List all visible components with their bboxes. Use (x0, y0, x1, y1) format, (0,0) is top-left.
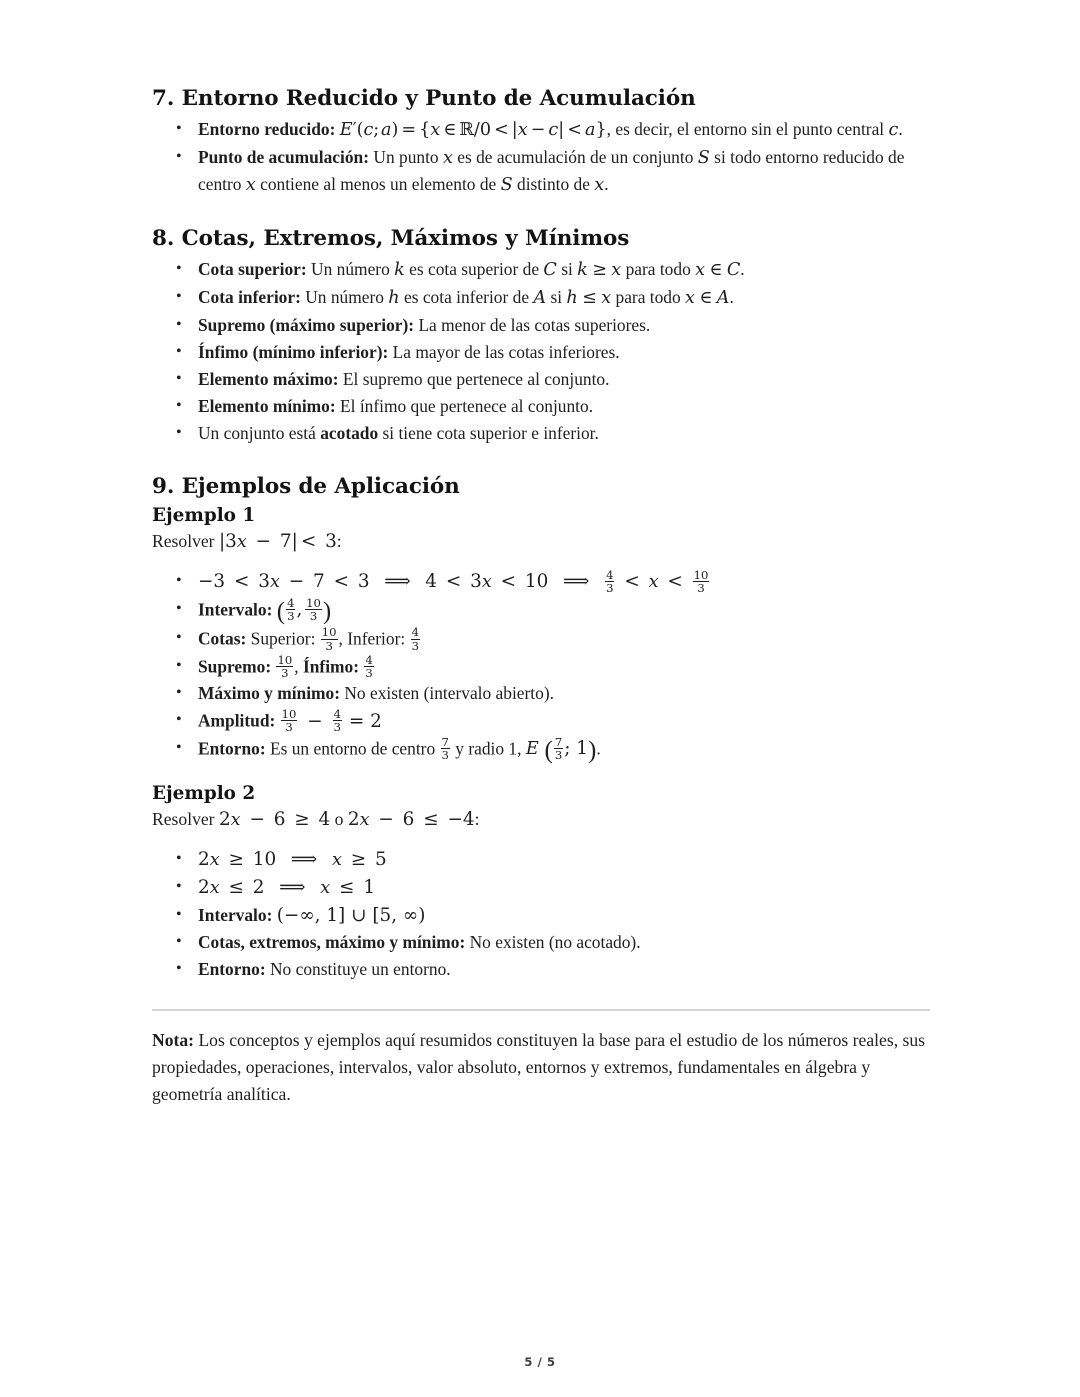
label-cotas: Cotas: (198, 628, 247, 649)
list-item-entorno-reducido (198, 117, 932, 144)
text-cota-inferior: Un número h es cota inferior de A si h ≤ x para todo x ∈ A. (305, 286, 734, 308)
term-cota-inferior: Cota inferior: (198, 286, 301, 307)
amplitud-result: = 2 (348, 710, 382, 732)
example-2-prompt-prefix: Resolver (152, 809, 219, 830)
list-item-elemento-minimo (198, 394, 932, 420)
label-superior: Superior: (250, 628, 316, 649)
horizontal-divider (152, 1009, 930, 1011)
text-acotado: Un conjunto está acotado si tiene cota superior e inferior. (198, 422, 599, 443)
list-item-supremo (198, 313, 932, 339)
math-ineq-2: 2x ≤ 2 ⟹ x ≤ 1 (198, 877, 376, 899)
example-2-list (152, 847, 932, 983)
nota-label: Nota: (152, 1029, 195, 1050)
fraction-10-3: $\frac{10}{3}$ (693, 567, 709, 595)
example-spacer (152, 765, 932, 783)
list-item-cota-inferior (198, 285, 932, 312)
fraction-10-3: $\frac{10}{3}$ (277, 652, 293, 681)
fraction-10-3: $\frac{10}{3}$ (321, 625, 337, 653)
term-elemento-minimo: Elemento mínimo: (198, 395, 336, 416)
list-item-chain (198, 569, 932, 596)
section-heading-7: 7. Entorno Reducido y Punto de Acumulación (152, 86, 696, 111)
term-elemento-maximo: Elemento máximo: (198, 368, 339, 389)
fraction-4-3: $\frac{4}{3}$ (411, 625, 419, 653)
fraction-7-3: $\frac{7}{3}$ (441, 734, 449, 762)
text-cotas-extremos: No existen (no acotado). (469, 932, 641, 953)
label-amplitud: Amplitud: (198, 710, 276, 731)
text-infimo: La mayor de las cotas inferiores. (392, 341, 620, 362)
list-item-intervalo (198, 597, 932, 625)
math-entorno-E: E ( $\frac{7}{3}$ ; 1) (525, 734, 597, 765)
text-entorno-2: y radio 1, (455, 738, 522, 759)
list-item-entorno (198, 736, 932, 764)
math-intervalo: ( $\frac{4}{3}$ , $\frac{10}{3}$ ) (276, 595, 332, 626)
example-1-prompt-suffix: : (336, 530, 342, 551)
label-inferior: Inferior: (347, 628, 406, 649)
fraction-4-3: $\frac{4}{3}$ (365, 652, 373, 681)
list-item-cotas-extremos (198, 930, 932, 956)
example-2-prompt-math-2: 2x − 6 ≤ −4 (347, 809, 475, 831)
text-entorno-reducido-after: , es decir, el entorno sin el punto central c. (606, 119, 903, 140)
text-maximo-minimo: No existen (intervalo abierto). (344, 683, 554, 704)
example-2-heading: Ejemplo 2 (152, 783, 256, 805)
label-intervalo: Intervalo: (198, 599, 273, 620)
term-entorno-reducido: Entorno reducido: (198, 119, 336, 139)
section-7-list (152, 117, 932, 198)
list-item-supremo-infimo (198, 654, 932, 680)
label-supremo: Supremo: (198, 656, 272, 677)
term-punto-acumulacion: Punto de acumulación: (198, 147, 370, 167)
term-cota-superior: Cota superior: (198, 258, 307, 279)
list-item-cota-superior (198, 257, 932, 284)
list-item-ineq-1 (198, 847, 932, 874)
text-supremo: La menor de las cotas superiores. (418, 314, 651, 335)
example-2-prompt-suffix: : (474, 809, 480, 830)
section-spacer (152, 448, 932, 474)
page-content (152, 86, 932, 1108)
entorno-E-symbol: E (525, 739, 539, 760)
fraction-10-3: $\frac{10}{3}$ (281, 707, 297, 735)
nota-text: Los conceptos y ejemplos aquí resumidos constituyen la base para el estudio de los números reales, sus propiedades, operaciones, intervalos, valor absoluto, entornos y extremos, fundamentales en álgebra y geometría analítica. (152, 1029, 925, 1104)
label-entorno: Entorno: (198, 738, 266, 759)
math-chain: −3 < 3x − 7 < 3 ⟹ 4 < 3x < 10 ⟹ $\frac{4}{3}$ < x < $\frac{10}{3}$ (198, 567, 709, 595)
example-1-prompt (152, 528, 932, 555)
fraction-4-3: $\frac{4}{3}$ (606, 567, 614, 595)
label-infimo: Ínfimo: (302, 656, 360, 677)
section-heading-9: 9. Ejemplos de Aplicación (152, 473, 460, 499)
list-item-elemento-maximo (198, 367, 932, 393)
fraction-10-3: $\frac{10}{3}$ (306, 595, 321, 624)
page-number-footer: 5 / 5 (524, 1355, 556, 1369)
term-infimo: Ínfimo (mínimo inferior): (198, 341, 389, 362)
example-1-list (152, 569, 932, 764)
fraction-7-3: $\frac{7}{3}$ (554, 734, 563, 762)
label-intervalo-2: Intervalo: (198, 905, 273, 926)
text-entorno-1: Es un entorno de centro (270, 738, 436, 759)
example-1-prompt-prefix: Resolver (152, 530, 219, 551)
text-punto-acumulacion: Un punto x es de acumulación de un conjunto S si todo entorno reducido de centro x contiene al menos un elemento de S distinto de x. (198, 147, 905, 195)
math-intervalo-2: (−∞, 1] ∪ [5, ∞) (276, 905, 426, 927)
text-entorno-2: No constituye un entorno. (270, 959, 451, 980)
fraction-4-3: $\frac{4}{3}$ (287, 595, 295, 624)
section-heading-8: 8. Cotas, Extremos, Máximos y Mínimos (152, 225, 630, 251)
list-item-amplitud (198, 708, 932, 734)
period: . (596, 738, 601, 759)
list-item-intervalo-2 (198, 903, 932, 929)
list-item-acotado (198, 421, 932, 447)
label-cotas-extremos: Cotas, extremos, máximo y mínimo: (198, 932, 466, 953)
math-entorno-reducido: E′(c; a) = {x ∈ ℝ/0 < |x − c| < a} (339, 120, 607, 140)
example-2-prompt-math-1: 2x − 6 ≥ 4 (218, 809, 331, 831)
example-1-prompt-math: |3x − 7| < 3 (218, 530, 337, 552)
text-elemento-minimo: El ínfimo que pertenece al conjunto. (340, 395, 594, 416)
label-entorno-2: Entorno: (198, 959, 266, 980)
section-8-list (152, 257, 932, 447)
text-cota-superior: Un número k es cota superior de C si k ≥ x para todo x ∈ C. (311, 258, 745, 280)
example-1-heading: Ejemplo 1 (152, 504, 256, 526)
list-item-punto-acumulacion (198, 145, 932, 198)
nota-paragraph (152, 1027, 932, 1108)
label-maximo-minimo: Máximo y mínimo: (198, 683, 341, 704)
list-item-cotas (198, 626, 932, 652)
comma: , (294, 656, 299, 677)
math-amplitud: $\frac{10}{3}$ − $\frac{4}{3}$ = 2 (281, 707, 382, 735)
fraction-4-3: $\frac{4}{3}$ (333, 707, 341, 735)
list-item-ineq-2 (198, 875, 932, 902)
list-item-infimo (198, 340, 932, 366)
entorno-radius: ; 1 (564, 738, 588, 760)
section-spacer (152, 200, 932, 226)
example-2-conjunction: o (334, 809, 344, 830)
comma: , (338, 628, 343, 649)
example-2-prompt (152, 806, 932, 833)
math-ineq-1: 2x ≥ 10 ⟹ x ≥ 5 (198, 849, 387, 871)
term-supremo: Supremo (máximo superior): (198, 314, 415, 335)
list-item-entorno-2 (198, 957, 932, 983)
text-elemento-maximo: El supremo que pertenece al conjunto. (342, 368, 610, 389)
list-item-maximo-minimo (198, 681, 932, 707)
term-acotado: acotado (320, 422, 379, 443)
